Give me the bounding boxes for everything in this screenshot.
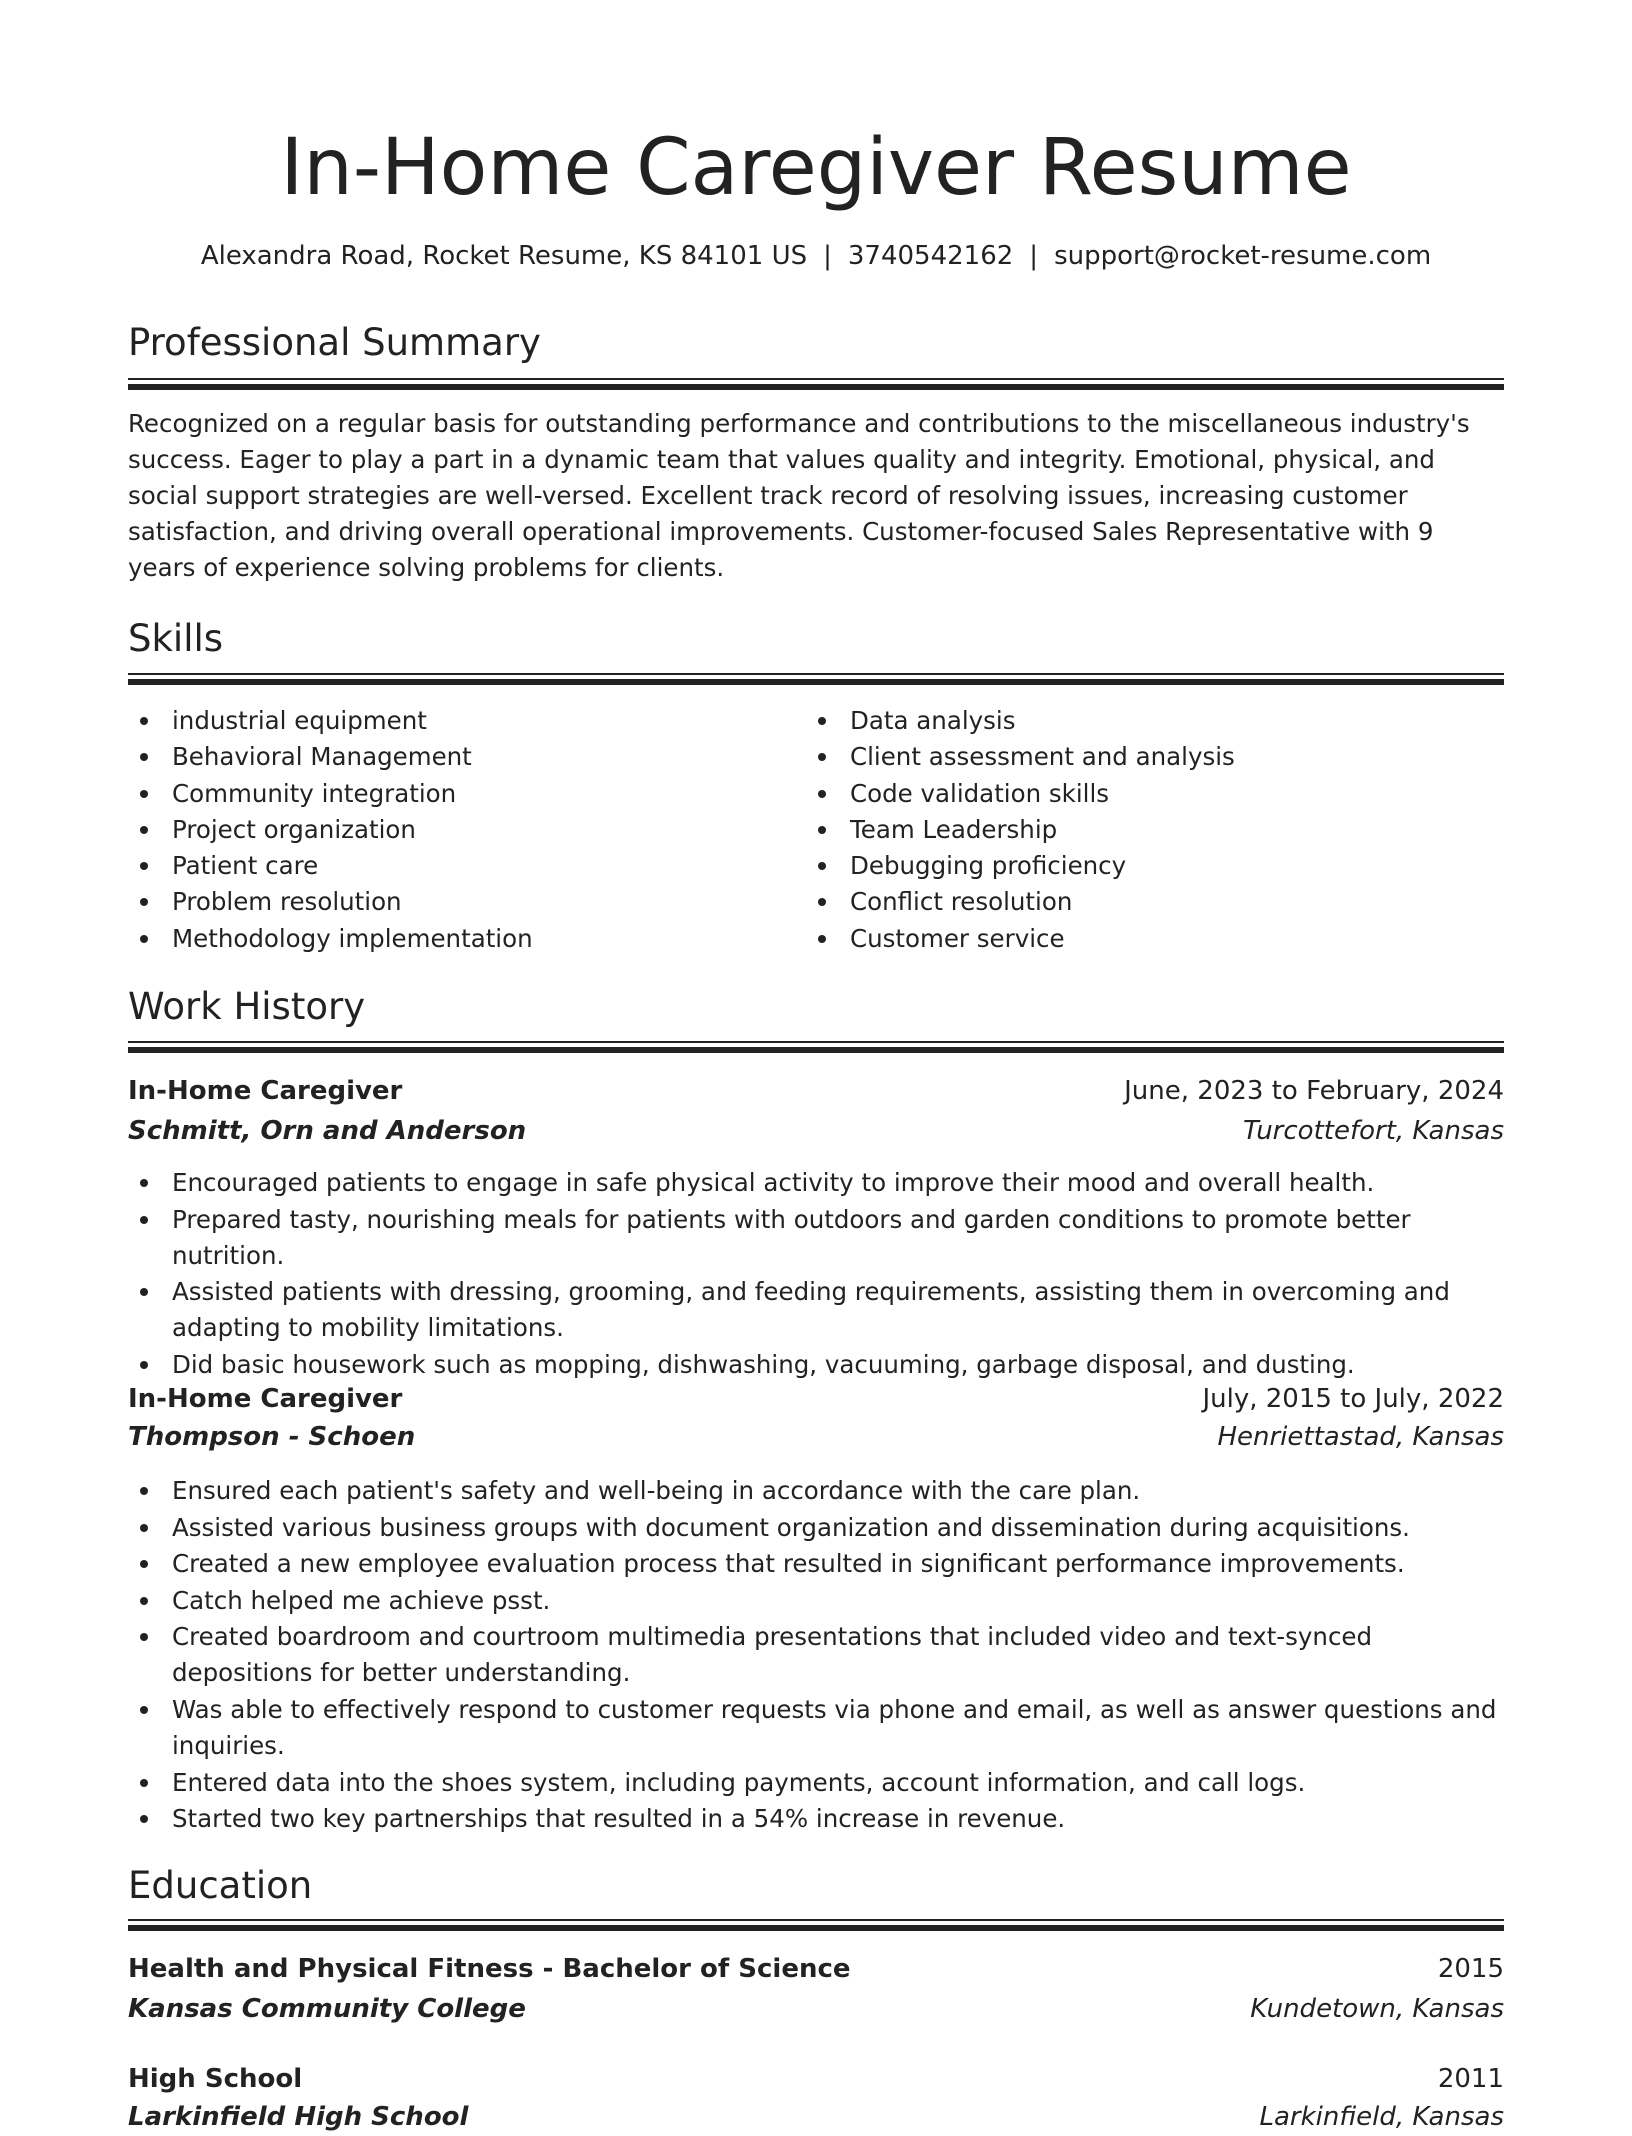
skill-item: Methodology implementation [128, 921, 533, 957]
job-company: Schmitt, Orn and Anderson [128, 1116, 527, 1146]
contact-phone: 3740542162 [847, 241, 1014, 271]
section-heading-work: Work History [128, 985, 366, 1028]
education-year: 2015 [1437, 1954, 1504, 1984]
education-degree: High School [128, 2064, 303, 2094]
contact-separator: | [823, 241, 832, 271]
page-title: In-Home Caregiver Resume [280, 123, 1352, 213]
job-title: In-Home Caregiver [128, 1384, 403, 1414]
section-divider [128, 1919, 1504, 1931]
job-company-row [128, 1112, 1504, 1150]
section-heading-summary: Professional Summary [128, 321, 541, 364]
job-header-row [128, 1072, 1504, 1110]
job-bullet: Assisted patients with dressing, grooming, and feeding requirements, assisting them in overcoming and adapting to mobility limitations. [128, 1274, 1508, 1346]
education-degree: Health and Physical Fitness - Bachelor of Science [128, 1954, 851, 1984]
job-bullet: Encouraged patients to engage in safe physical activity to improve their mood and overall health. [128, 1165, 1508, 1201]
summary-text: Recognized on a regular basis for outstanding performance and contributions to the miscellaneous industry's success. Eager to play a part in a dynamic team that values quality and integrity. Emotional, physical, and social support strategies are well-versed. Excellent track record of resolving issues, increasing customer satisfaction, and driving overall operational improvements. Customer-focused Sales Representative with 9 years of experience solving problems for clients. [128, 409, 1470, 582]
skill-item: Debugging proficiency [806, 848, 1235, 884]
skill-item: Patient care [128, 848, 533, 884]
job-company-row [128, 1418, 1504, 1456]
skills-list-left [128, 703, 533, 957]
skill-item: industrial equipment [128, 703, 533, 739]
education-header-row [128, 1950, 1504, 1988]
section-heading-education: Education [128, 1864, 313, 1907]
job-bullet: Ensured each patient's safety and well-being in accordance with the care plan. [128, 1473, 1508, 1509]
contact-separator: | [1029, 241, 1039, 271]
education-school: Kansas Community College [128, 1994, 526, 2024]
job-bullet: Catch helped me achieve psst. [128, 1583, 1508, 1619]
job-header-row [128, 1380, 1504, 1418]
education-header-row [128, 2060, 1504, 2098]
job-bullet: Started two key partnerships that resulted in a 54% increase in revenue. [128, 1801, 1508, 1837]
education-location: Kundetown, Kansas [1250, 1994, 1504, 2024]
contact-line [0, 238, 1632, 274]
skill-item: Data analysis [806, 703, 1235, 739]
job-company: Thompson - Schoen [128, 1422, 416, 1452]
skills-list-right [806, 703, 1235, 957]
skill-item: Behavioral Management [128, 739, 533, 775]
job-bullets [128, 1473, 1508, 1838]
job-bullet: Created boardroom and courtroom multimedia presentations that included video and text-synced depositions for better understanding. [128, 1619, 1508, 1691]
skill-item: Project organization [128, 812, 533, 848]
education-location: Larkinfield, Kansas [1259, 2102, 1504, 2132]
section-heading-skills: Skills [128, 617, 224, 660]
skill-item: Problem resolution [128, 884, 533, 920]
job-dates: June, 2023 to February, 2024 [1124, 1076, 1504, 1106]
skill-item: Conflict resolution [806, 884, 1235, 920]
education-school: Larkinfield High School [128, 2102, 469, 2132]
job-location: Turcottefort, Kansas [1242, 1116, 1504, 1146]
job-location: Henriettastad, Kansas [1217, 1422, 1504, 1452]
job-bullet: Assisted various business groups with document organization and dissemination during acquisitions. [128, 1510, 1508, 1546]
skill-item: Community integration [128, 776, 533, 812]
job-bullet: Entered data into the shoes system, including payments, account information, and call logs. [128, 1765, 1508, 1801]
contact-address: Alexandra Road, Rocket Resume, KS 84101 US [200, 241, 808, 271]
education-year: 2011 [1437, 2064, 1504, 2094]
job-bullet: Was able to effectively respond to customer requests via phone and email, as well as answer questions and inquiries. [128, 1692, 1508, 1764]
job-bullet: Created a new employee evaluation process that resulted in significant performance improvements. [128, 1546, 1508, 1582]
job-bullet: Did basic housework such as mopping, dishwashing, vacuuming, garbage disposal, and dusting. [128, 1347, 1508, 1383]
job-dates: July, 2015 to July, 2022 [1202, 1384, 1504, 1414]
section-divider [128, 1041, 1504, 1053]
skill-item: Client assessment and analysis [806, 739, 1235, 775]
education-school-row [128, 1990, 1504, 2028]
skill-item: Code validation skills [806, 776, 1235, 812]
skill-item: Team Leadership [806, 812, 1235, 848]
education-school-row [128, 2098, 1504, 2136]
skill-item: Customer service [806, 921, 1235, 957]
section-divider [128, 378, 1504, 390]
contact-email[interactable]: support@rocket-resume.com [1054, 241, 1432, 271]
job-title: In-Home Caregiver [128, 1076, 403, 1106]
job-bullet: Prepared tasty, nourishing meals for patients with outdoors and garden conditions to promote better nutrition. [128, 1202, 1508, 1274]
job-bullets [128, 1165, 1508, 1383]
section-divider [128, 673, 1504, 685]
